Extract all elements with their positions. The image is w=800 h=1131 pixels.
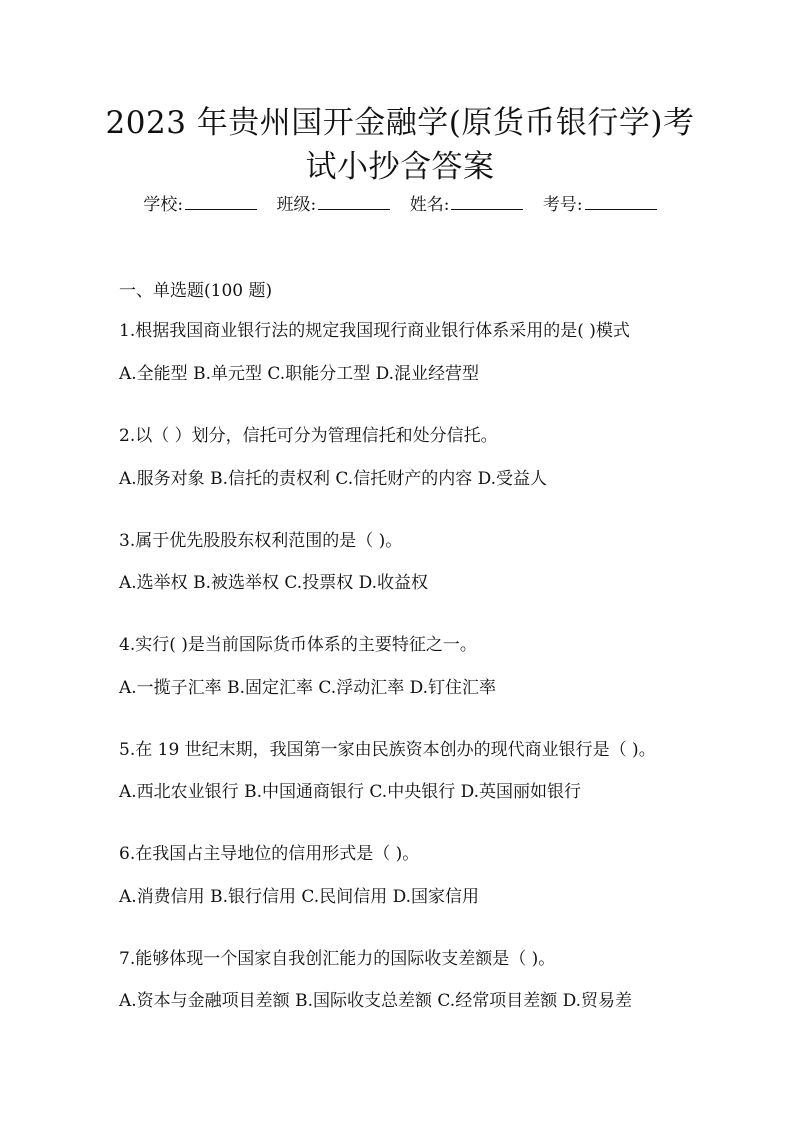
info-field-name xyxy=(410,190,524,215)
blank-underline xyxy=(585,208,657,210)
blank-underline xyxy=(185,208,257,210)
document-title-line1: 2023 年贵州国开金融学(原货币银行学)考 xyxy=(105,105,695,141)
info-field-class xyxy=(277,190,391,215)
question-options: A.全能型 B.单元型 C.职能分工型 D.混业经营型 xyxy=(119,364,480,384)
question-options: A.选举权 B.被选举权 C.投票权 D.收益权 xyxy=(119,573,429,593)
info-label: 姓名: xyxy=(409,195,450,215)
question-options: A.一揽子汇率 B.固定汇率 C.浮动汇率 D.钉住汇率 xyxy=(119,678,497,698)
question-stem: 5.在 19 世纪末期，我国第一家由民族资本创办的现代商业银行是（ )。 xyxy=(119,740,656,760)
blank-underline xyxy=(318,208,390,210)
question-options: A.资本与金融项目差额 B.国际收支总差额 C.经常项目差额 D.贸易差 xyxy=(119,991,633,1011)
blank-underline xyxy=(451,208,523,210)
info-field-school xyxy=(143,190,257,215)
section-heading: 一、单选题(100 题) xyxy=(119,281,273,301)
question-options: A.服务对象 B.信托的责权利 C.信托财产的内容 D.受益人 xyxy=(119,469,548,489)
question-stem: 4.实行( )是当前国际货币体系的主要特征之一。 xyxy=(119,635,477,655)
question-stem: 6.在我国占主导地位的信用形式是（ )。 xyxy=(119,844,420,864)
question-stem: 7.能够体现一个国家自我创汇能力的国际收支差额是（ )。 xyxy=(119,949,556,969)
student-info-line xyxy=(0,190,800,215)
question-stem: 3.属于优先股股东权利范围的是（ )。 xyxy=(119,531,403,551)
question-stem: 2.以（ ）划分，信托可分为管理信托和处分信托。 xyxy=(119,426,498,446)
info-label: 考号: xyxy=(542,195,583,215)
info-field-exam-number xyxy=(543,190,657,215)
question-options: A.西北农业银行 B.中国通商银行 C.中央银行 D.英国丽如银行 xyxy=(119,782,582,802)
question-stem: 1.根据我国商业银行法的规定我国现行商业银行体系采用的是( )模式 xyxy=(119,321,630,341)
question-options: A.消费信用 B.银行信用 C.民间信用 D.国家信用 xyxy=(119,887,480,907)
document-title-line2: 试小抄含答案 xyxy=(305,149,495,185)
info-label: 班级: xyxy=(276,195,317,215)
info-label: 学校: xyxy=(143,195,184,215)
